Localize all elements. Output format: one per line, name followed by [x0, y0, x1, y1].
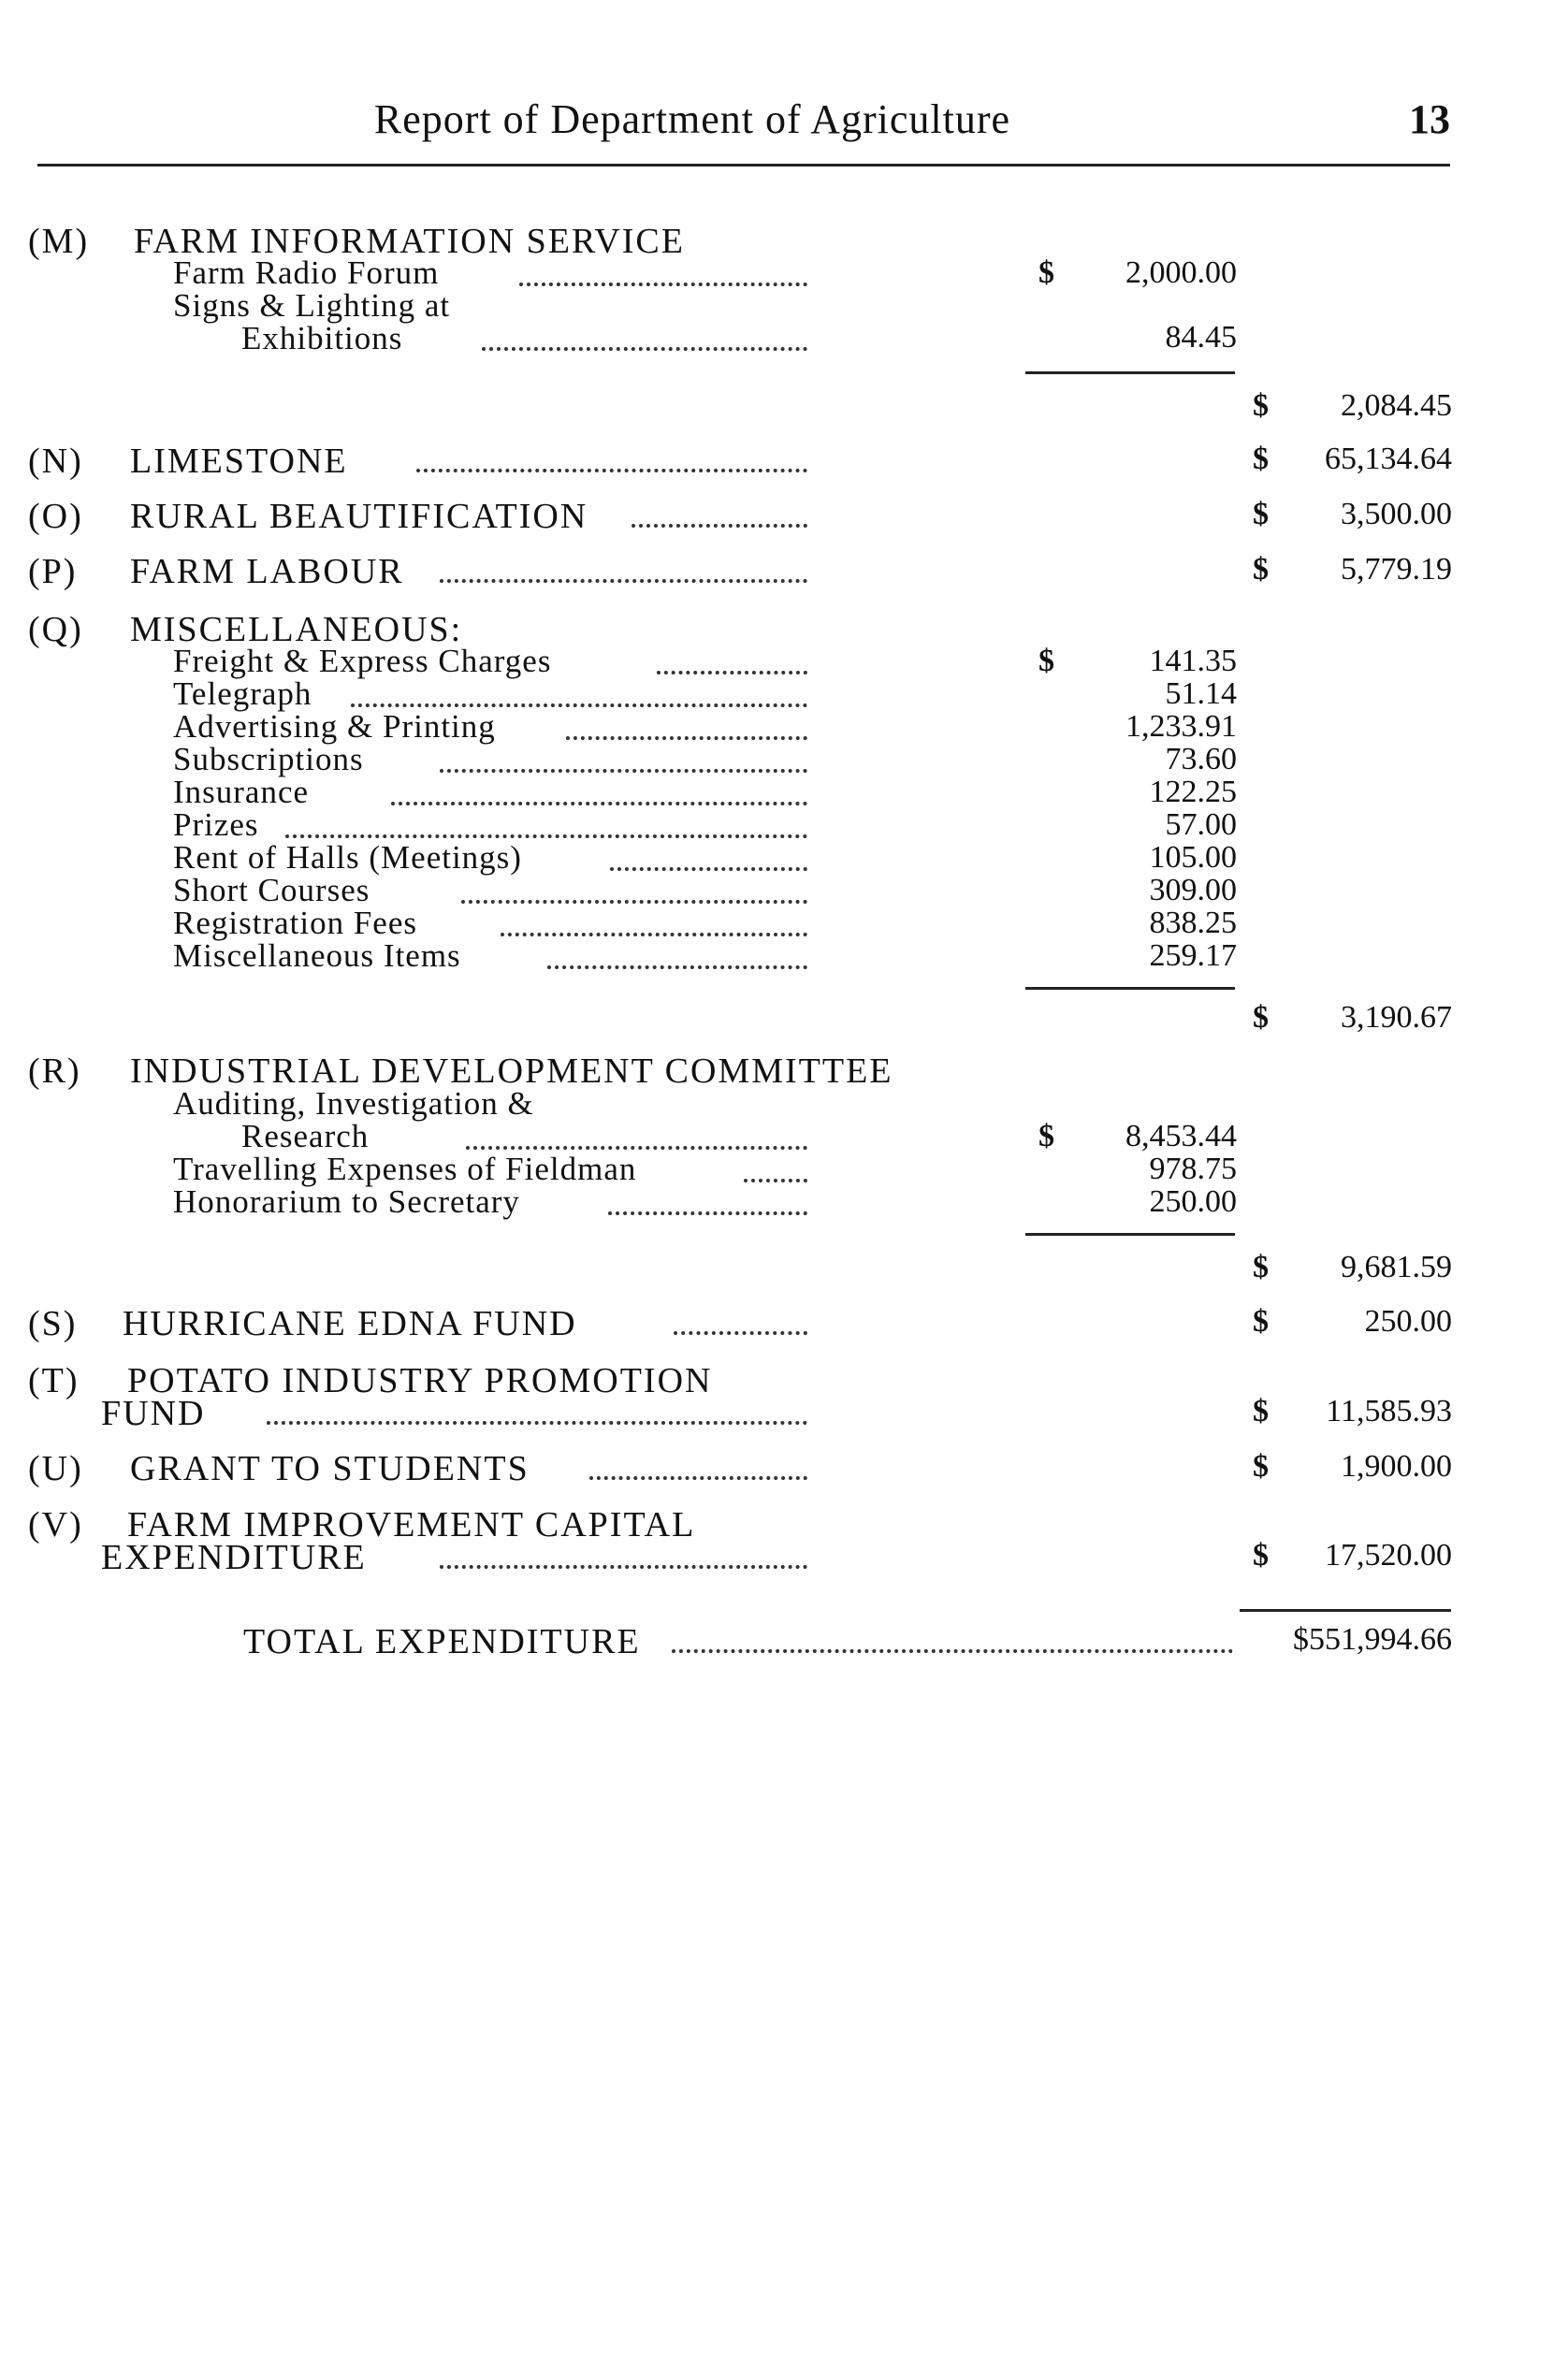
section-title: FARM IMPROVEMENT CAPITAL [127, 1505, 696, 1544]
dot-leader [608, 1211, 807, 1215]
line-item-label: Advertising & Printing [173, 708, 496, 745]
line-item-amount: 978.75 [1149, 1152, 1237, 1186]
dot-leader [632, 524, 807, 528]
dot-leader [482, 347, 807, 351]
section-letter: (V) [28, 1505, 83, 1544]
section-letter: (U) [28, 1449, 83, 1488]
dot-leader [672, 1649, 1233, 1653]
line-item-label: Subscriptions [173, 741, 364, 777]
subtotal-rule [1025, 1233, 1235, 1236]
section-total: 250.00 [1364, 1304, 1452, 1339]
currency-sign: $ [1038, 255, 1054, 290]
line-item-amount: 838.25 [1149, 906, 1237, 940]
dot-leader [547, 965, 807, 969]
section-title: FARM LABOUR [130, 552, 404, 591]
currency-sign: $ [1253, 1394, 1269, 1428]
section-title: FARM INFORMATION SERVICE [134, 222, 685, 261]
dot-leader [351, 703, 807, 707]
currency-sign: $ [1253, 388, 1269, 423]
line-item-amount: 51.14 [1165, 676, 1237, 711]
section-letter: (N) [28, 442, 83, 481]
section-title: INDUSTRIAL DEVELOPMENT COMMITTEE [130, 1051, 893, 1091]
line-item-label: Prizes [173, 806, 259, 843]
line-item-label: Auditing, Investigation & [173, 1085, 534, 1122]
line-item-amount: 122.25 [1149, 775, 1237, 809]
line-item-amount: 8,453.44 [1125, 1119, 1237, 1153]
dot-leader [589, 1476, 807, 1480]
dot-leader [657, 671, 807, 674]
subtotal-rule [1025, 987, 1235, 990]
section-title: HURRICANE EDNA FUND [123, 1304, 577, 1343]
dot-leader [501, 933, 807, 936]
page-title: Report of Department of Agriculture [373, 96, 1011, 142]
line-item-label: Telegraph [173, 675, 312, 712]
currency-sign: $ [1038, 644, 1054, 678]
dot-leader [610, 867, 807, 871]
section-letter: (O) [28, 497, 83, 536]
currency-sign: $ [1253, 442, 1269, 476]
dot-leader [744, 1179, 807, 1182]
section-total: 3,190.67 [1341, 1000, 1452, 1035]
dot-leader [519, 283, 807, 286]
currency-sign: $ [1253, 1000, 1269, 1035]
line-item-label: Honorarium to Secretary [173, 1183, 520, 1220]
currency-sign: $ [1253, 497, 1269, 531]
header-rule [37, 164, 1450, 167]
section-total: 17,520.00 [1325, 1538, 1452, 1573]
line-item-amount: 1,233.91 [1125, 709, 1237, 744]
dot-leader [674, 1331, 807, 1335]
line-item-label: Miscellaneous Items [173, 937, 461, 974]
section-letter: (M) [28, 222, 90, 261]
dot-leader [440, 1565, 807, 1569]
grand-total-amount: $551,994.66 [1293, 1622, 1452, 1657]
line-item-label: Exhibitions [241, 320, 403, 356]
line-item-amount: 250.00 [1149, 1184, 1237, 1219]
line-item-amount: 57.00 [1165, 807, 1237, 842]
line-item-amount: 141.35 [1149, 644, 1237, 678]
section-letter: (Q) [28, 610, 83, 649]
currency-sign: $ [1253, 1304, 1269, 1339]
section-total: 1,900.00 [1341, 1449, 1452, 1484]
section-total: 9,681.59 [1341, 1250, 1452, 1284]
section-letter: (S) [28, 1304, 78, 1343]
line-item-amount: 309.00 [1149, 873, 1237, 907]
section-title: EXPENDITURE [101, 1538, 367, 1577]
grand-total-label: TOTAL EXPENDITURE [243, 1622, 641, 1661]
section-total: 11,585.93 [1326, 1394, 1452, 1428]
section-title: MISCELLANEOUS: [130, 610, 463, 649]
line-item-label: Farm Radio Forum [173, 254, 440, 291]
dot-leader [461, 900, 807, 904]
dot-leader [440, 579, 807, 583]
line-item-amount: 2,000.00 [1125, 255, 1237, 290]
line-item-label: Research [241, 1118, 370, 1154]
section-letter: (P) [28, 552, 78, 591]
section-title: RURAL BEAUTIFICATION [130, 497, 588, 536]
dot-leader [267, 1421, 807, 1425]
section-title: LIMESTONE [130, 442, 348, 481]
currency-sign: $ [1253, 1538, 1269, 1573]
dot-leader [285, 834, 807, 838]
currency-sign: $ [1253, 1250, 1269, 1284]
line-item-label: Rent of Halls (Meetings) [173, 839, 522, 876]
line-item-amount: 84.45 [1165, 320, 1237, 355]
section-title: GRANT TO STUDENTS [130, 1449, 530, 1488]
dot-leader [440, 769, 807, 773]
currency-sign: $ [1253, 552, 1269, 587]
dot-leader [466, 1146, 807, 1150]
section-total: 5,779.19 [1341, 552, 1452, 587]
section-total: 2,084.45 [1341, 388, 1452, 423]
section-letter: (T) [28, 1361, 80, 1400]
section-total: 3,500.00 [1341, 497, 1452, 531]
line-item-label: Signs & Lighting at [173, 287, 451, 324]
dot-leader [566, 736, 807, 740]
dot-leader [391, 802, 807, 805]
line-item-amount: 259.17 [1149, 938, 1237, 973]
section-title: FUND [101, 1394, 206, 1433]
currency-sign: $ [1038, 1119, 1054, 1153]
page-number: 13 [1409, 96, 1450, 142]
line-item-amount: 73.60 [1165, 742, 1237, 776]
section-letter: (R) [28, 1051, 81, 1091]
section-title: POTATO INDUSTRY PROMOTION [127, 1361, 713, 1400]
line-item-label: Registration Fees [173, 905, 417, 941]
line-item-label: Short Courses [173, 872, 370, 908]
line-item-label: Insurance [173, 774, 310, 810]
subtotal-rule [1025, 371, 1235, 374]
line-item-label: Freight & Express Charges [173, 643, 552, 679]
line-item-amount: 105.00 [1149, 840, 1237, 875]
dot-leader [416, 469, 807, 472]
grand-total-rule [1240, 1609, 1451, 1612]
line-item-label: Travelling Expenses of Fieldman [173, 1151, 637, 1187]
currency-sign: $ [1253, 1449, 1269, 1484]
section-total: 65,134.64 [1325, 442, 1452, 476]
